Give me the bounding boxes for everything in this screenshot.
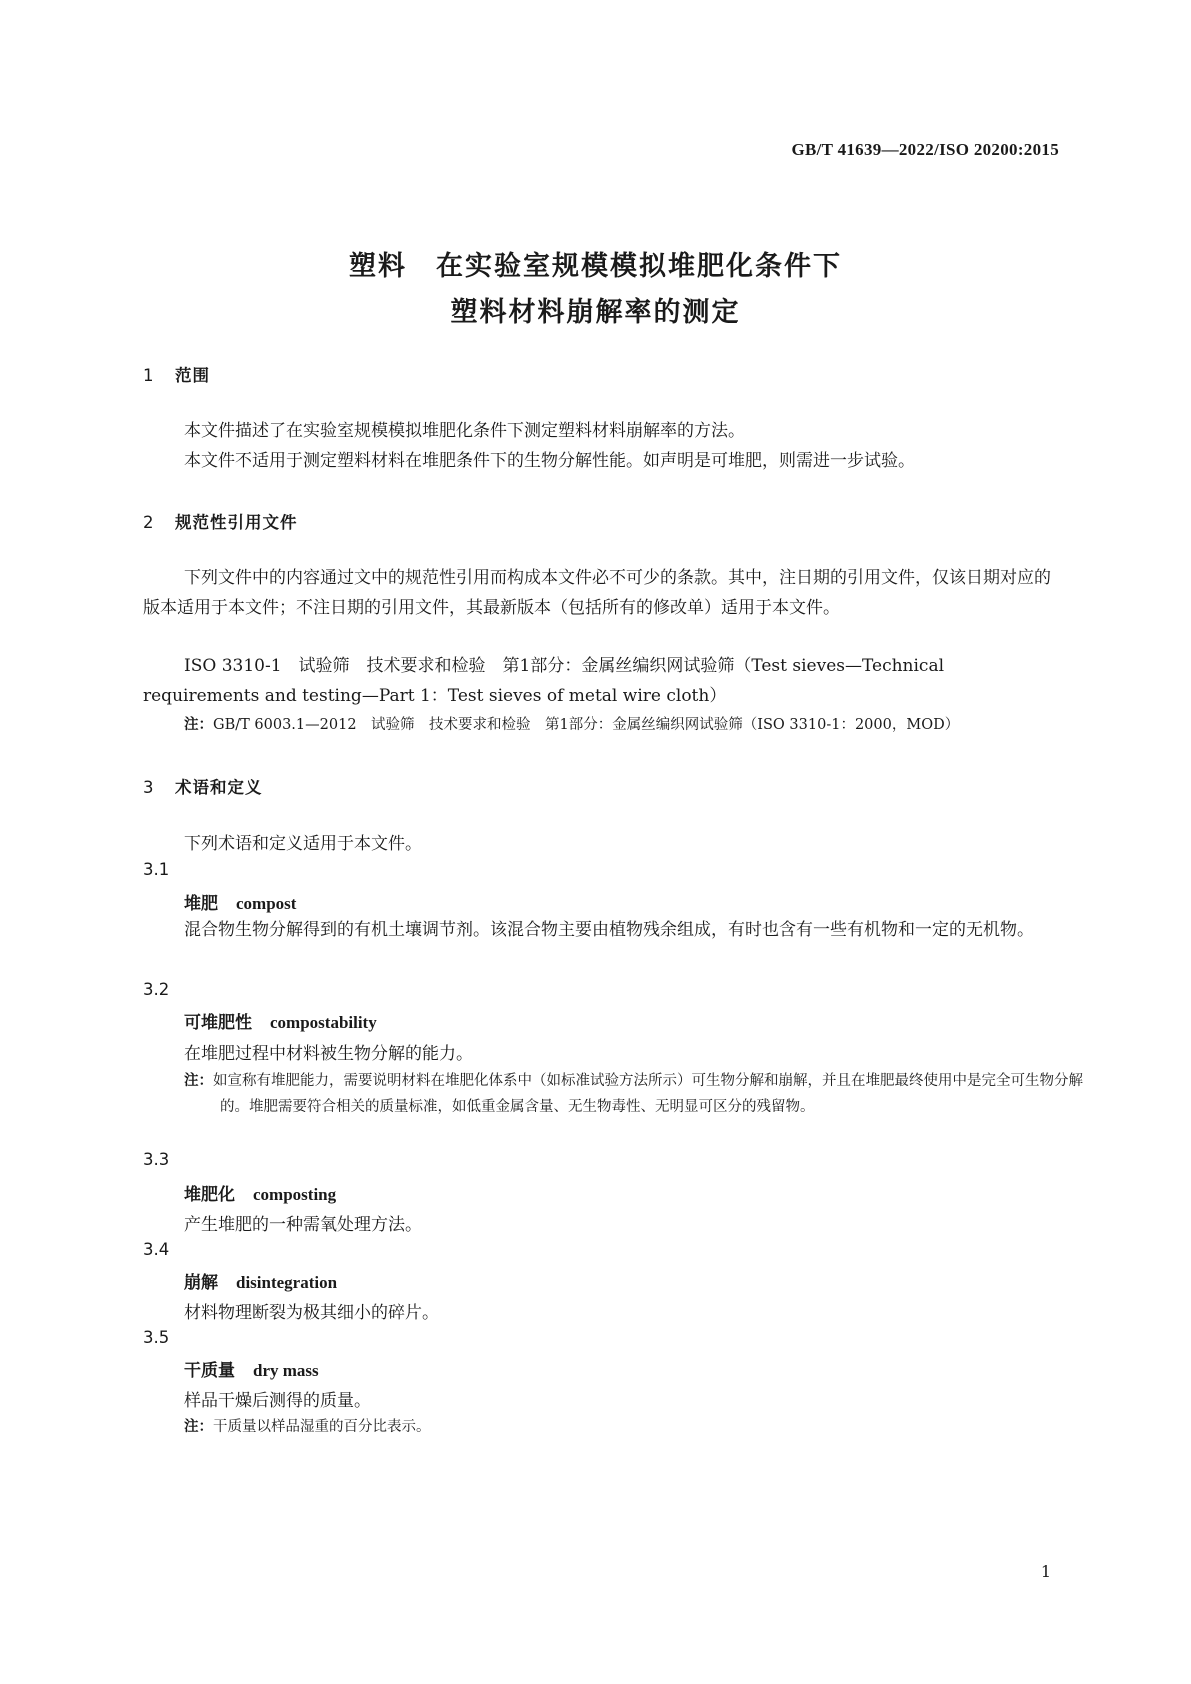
term-number: 3.3 [143, 1150, 170, 1169]
section-3-heading [143, 774, 263, 798]
paragraph: 下列术语和定义适用于本文件。 [184, 834, 422, 854]
note [184, 1068, 1096, 1120]
term-definition: 产生堆肥的一种需氧处理方法。 [184, 1215, 422, 1235]
paragraph: 下列文件中的内容通过文中的规范性引用而构成本文件必不可少的条款。其中，注日期的引用文件，仅该日期对应的版本适用于本文件；不注日期的引用文件，其最新版本（包括所有的修改单）适用于本文件。 [143, 568, 1051, 618]
term-zh: 堆肥 [184, 894, 218, 914]
term-number: 3.5 [143, 1328, 170, 1347]
term-title [184, 1008, 377, 1033]
term-zh: 可堆肥性 [184, 1013, 252, 1033]
term-number: 3.2 [143, 980, 170, 999]
paragraph: 本文件描述了在实验室规模模拟堆肥化条件下测定塑料材料崩解率的方法。 [184, 421, 745, 441]
section-title: 术语和定义 [175, 778, 263, 797]
section-2-heading [143, 509, 298, 533]
note-label: 注： [184, 717, 213, 733]
term-zh: 干质量 [184, 1361, 235, 1381]
term-en: dry mass [253, 1361, 319, 1380]
normative-reference: ISO 3310-1 试验筛 技术要求和检验 第1部分：金属丝编织网试验筛（Test sieves—Technical requirements and testing—Part 1：Test sieves of metal wire cloth） [143, 656, 945, 706]
standard-number: GB/T 41639—2022/ISO 20200:2015 [791, 140, 1059, 159]
term-en: compostability [270, 1013, 377, 1032]
term-definition: 样品干燥后测得的质量。 [184, 1391, 371, 1411]
section-number: 1 [143, 366, 155, 385]
document-title-line1: 塑料 在实验室规模模拟堆肥化条件下 [349, 251, 842, 282]
term-title [184, 1268, 337, 1293]
section-number: 2 [143, 513, 155, 532]
term-title [184, 889, 296, 914]
term-en: compost [236, 894, 297, 913]
note-label: 注： [184, 1419, 213, 1435]
term-title [184, 1356, 319, 1381]
page-number: 1 [1040, 1562, 1051, 1581]
term-en: disintegration [236, 1273, 338, 1292]
document-title-line2: 塑料材料崩解率的测定 [450, 297, 741, 328]
note-text: 如宣称有堆肥能力，需要说明材料在堆肥化体系中（如标准试验方法所示）可生物分解和崩解，并且在堆肥最终使用中是完全可生物分解的。堆肥需要符合相关的质量标准，如低重金属含量、无生物毒性、无明显可区分的残留物。 [213, 1073, 1083, 1115]
term-zh: 崩解 [184, 1273, 218, 1293]
term-title [184, 1180, 336, 1205]
term-number: 3.1 [143, 860, 170, 879]
note-text: GB/T 6003.1—2012 试验筛 技术要求和检验 第1部分：金属丝编织网试验筛（ISO 3310-1：2000，MOD） [213, 717, 960, 733]
note-label: 注： [184, 1073, 213, 1089]
note-text: 干质量以样品湿重的百分比表示。 [213, 1419, 431, 1435]
note [184, 1414, 1060, 1440]
section-title: 规范性引用文件 [175, 513, 298, 532]
term-definition: 混合物生物分解得到的有机土壤调节剂。该混合物主要由植物残余组成，有时也含有一些有机物和一定的无机物。 [184, 920, 1034, 940]
section-1-heading [143, 362, 210, 386]
term-en: composting [253, 1185, 337, 1204]
term-zh: 堆肥化 [184, 1185, 235, 1205]
term-definition: 材料物理断裂为极其细小的碎片。 [184, 1303, 439, 1323]
section-number: 3 [143, 778, 155, 797]
term-number: 3.4 [143, 1240, 170, 1259]
term-definition: 在堆肥过程中材料被生物分解的能力。 [184, 1044, 473, 1064]
section-title: 范围 [175, 366, 210, 385]
paragraph: 本文件不适用于测定塑料材料在堆肥条件下的生物分解性能。如声明是可堆肥，则需进一步试验。 [184, 451, 915, 471]
note [184, 712, 1060, 738]
